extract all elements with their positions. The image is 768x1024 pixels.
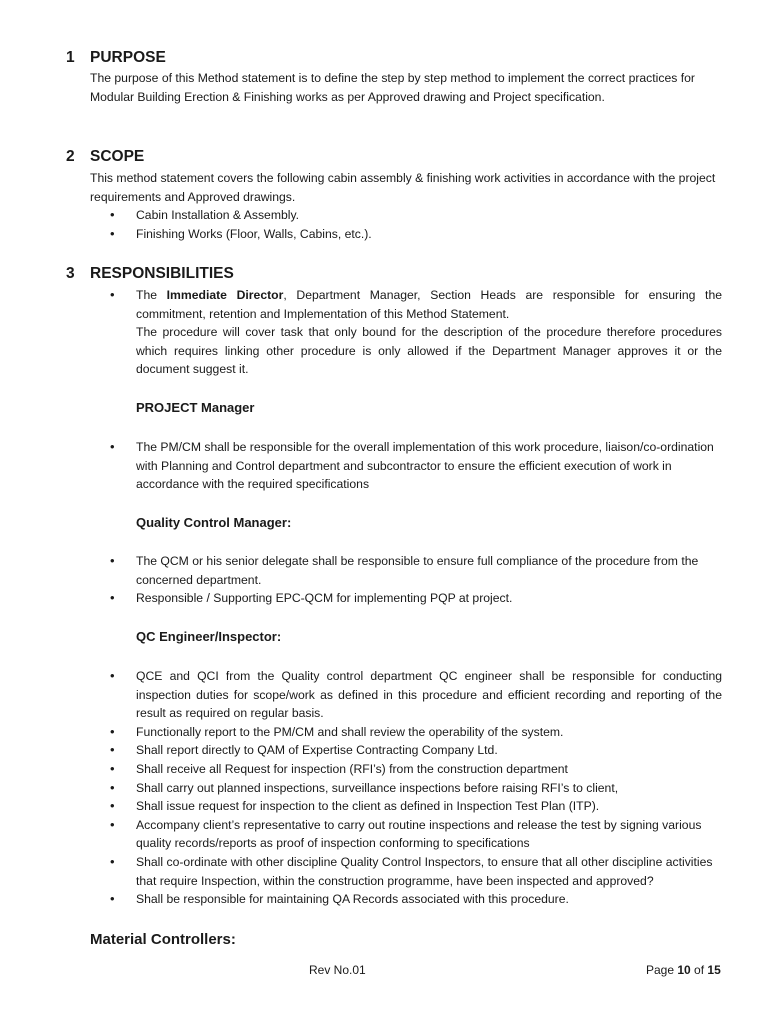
list-item: • The QCM or his senior delegate shall be responsible to ensure full compliance of the procedure from the concerned department. <box>90 552 722 589</box>
list-item: • QCE and QCI from the Quality control department QC engineer shall be responsible for conducting inspection duties for scope/work as defined in this procedure and efficient recording and reporting of the result as required on regular basis. <box>90 667 722 723</box>
list-item: • Accompany client’s representative to carry out routine inspections and release the test by signing various quality records/reports as proof of inspection conforming to specifications <box>90 816 722 853</box>
responsibilities-intro-list <box>90 286 722 323</box>
section-heading-purpose <box>66 48 166 68</box>
scope-list <box>90 206 722 243</box>
purpose-paragraph <box>90 69 722 106</box>
list-item: • Shall carry out planned inspections, surveillance inspections before raising RFI’s to client, <box>90 779 722 798</box>
subheading-project-manager: PROJECT Manager <box>136 400 255 415</box>
section-number: 1 <box>66 49 75 66</box>
section-title: PURPOSE <box>90 49 166 66</box>
list-item: • Cabin Installation & Assembly. <box>90 206 722 225</box>
scope-paragraph <box>90 169 722 206</box>
section-number: 3 <box>66 265 75 282</box>
qc-engineer-list <box>90 667 722 909</box>
purpose-text: The purpose of this Method statement is to define the step by step method to implement the correct practices for Modular Building Erection & Finishing works as per Approved drawing and Project specification. <box>90 71 695 104</box>
footer-revision: Rev No.01 <box>309 963 366 977</box>
list-item: • The PM/CM shall be responsible for the overall implementation of this work procedure, liaison/co-ordination with Planning and Control department and subcontractor to ensure the efficient execution of work in accordance with the required specifications <box>90 438 722 494</box>
list-item: • Shall be responsible for maintaining QA Records associated with this procedure. <box>90 890 722 909</box>
list-item: • Shall report directly to QAM of Expertise Contracting Company Ltd. <box>90 741 722 760</box>
list-item: • Shall receive all Request for inspection (RFI’s) from the construction department <box>90 760 722 779</box>
responsibilities-intro-paragraph <box>136 323 722 379</box>
section-title: RESPONSIBILITIES <box>90 265 234 282</box>
page-of: of <box>690 963 708 977</box>
intro-para2: The procedure will cover task that only bound for the description of the procedure therefore procedures which requires linking other procedure is only allowed if the Department Manager approves it or the document suggest it. <box>136 325 722 377</box>
list-item: • Functionally report to the PM/CM and shall review the operability of the system. <box>90 723 722 742</box>
project-manager-list <box>90 438 722 494</box>
section-heading-responsibilities <box>66 264 234 284</box>
intro-rest: , Department Manager, Section Heads are responsible for ensuring the commitment, retention and Implementation of this Method Statement. <box>136 288 722 321</box>
subheading-qc-manager: Quality Control Manager: <box>136 515 292 530</box>
page-total: 15 <box>707 963 721 977</box>
qc-manager-list <box>90 552 722 608</box>
section-title: SCOPE <box>90 148 145 165</box>
page-label: Page <box>646 963 678 977</box>
list-item <box>90 286 722 323</box>
list-item: • Shall co-ordinate with other discipline Quality Control Inspectors, to ensure that all other discipline activities that require Inspection, within the construction programme, have been inspected and approved? <box>90 853 722 890</box>
list-item: • Finishing Works (Floor, Walls, Cabins, etc.). <box>90 225 722 244</box>
section-number: 2 <box>66 148 75 165</box>
footer-page-number <box>646 961 721 980</box>
list-item: • Responsible / Supporting EPC-QCM for implementing PQP at project. <box>90 589 722 608</box>
list-item: • Shall issue request for inspection to the client as defined in Inspection Test Plan (ITP). <box>90 797 722 816</box>
subheading-qc-engineer: QC Engineer/Inspector: <box>136 629 282 644</box>
subheading-material-controllers: Material Controllers: <box>90 931 236 948</box>
page-current: 10 <box>677 963 691 977</box>
intro-prefix: The <box>136 288 167 302</box>
scope-text: This method statement covers the following cabin assembly & finishing work activities in accordance with the project requirements and Approved drawings. <box>90 171 716 204</box>
intro-bold: Immediate Director <box>166 288 284 302</box>
section-heading-scope <box>66 147 144 167</box>
